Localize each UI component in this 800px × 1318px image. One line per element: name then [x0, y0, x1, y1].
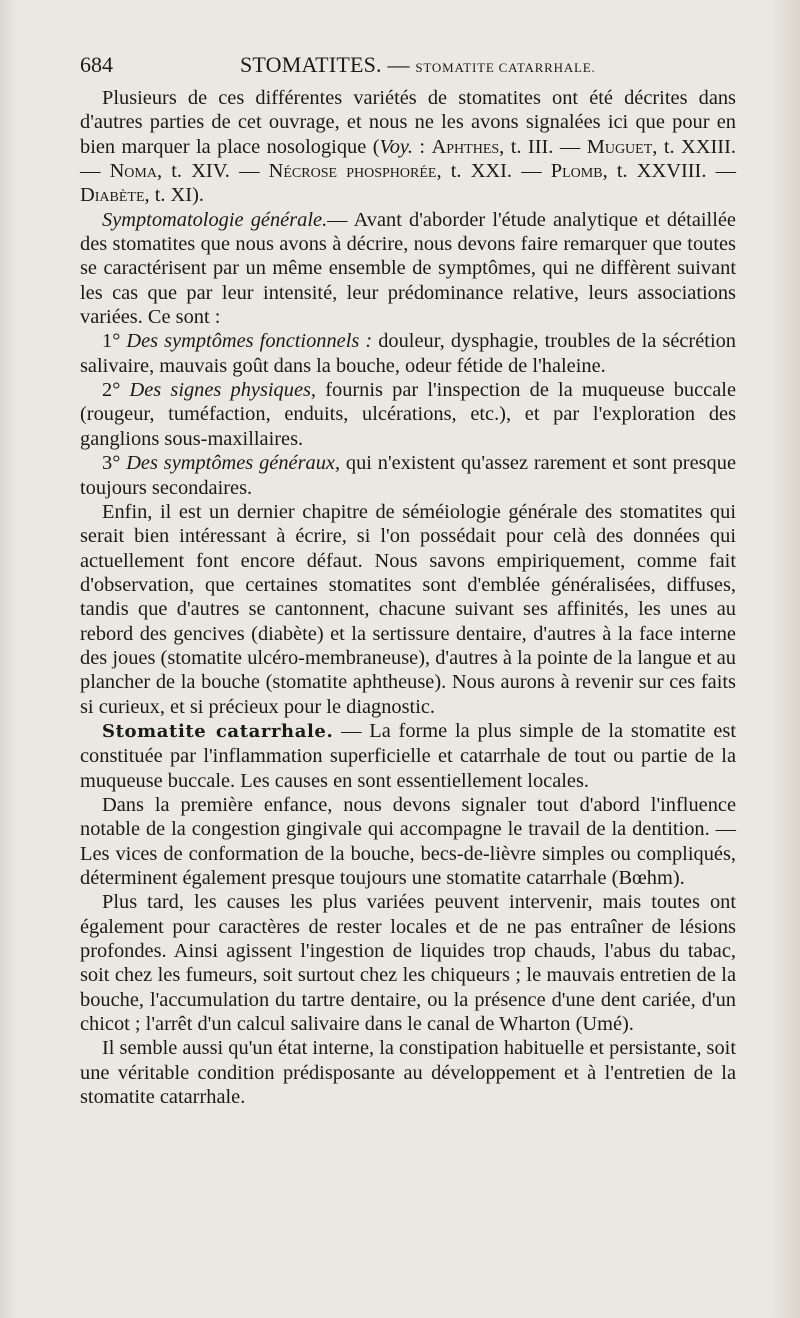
running-title-dash: —	[387, 52, 410, 77]
p1-text-h: , t. XI).	[144, 184, 204, 207]
ref-diabete: Diabète	[80, 184, 145, 207]
paragraph-varieties	[80, 86, 736, 208]
p1-text-b: :	[412, 135, 432, 158]
p4-text: fournis par l'inspection de la muqueuse buccale (rougeur, tuméfaction, enduits, ulcérations, etc.), et par l'exploration des ganglions sous-maxillaires.	[80, 379, 736, 450]
paragraph-premiere-enfance: Dans la première enfance, nous devons signaler tout d'abord l'influence notable de la congestion gingivale qui accompagne le travail de la dentition. — Les vices de conformation de la bouche, becs-de-lièvre simples ou compliqués, déterminent également presque toujours une stomatite catarrhale (Bœhm).	[80, 793, 736, 889]
heading-symptomatologie: Symptomatologie générale.	[102, 208, 328, 231]
p1-text-d: , t. XXIII. —	[80, 135, 736, 183]
heading-physiques: Des signes physiques,	[129, 379, 317, 402]
paragraph-symptomes-fonctionnels	[80, 329, 736, 378]
paragraph-symptomatologie	[80, 208, 736, 330]
p5-num: 3°	[102, 452, 127, 475]
ref-muguet: Muguet	[586, 135, 653, 158]
p5-text: qui n'existent qu'assez rarement et sont presque toujours secondaires.	[80, 452, 736, 499]
running-title-main: STOMATITES.	[240, 52, 382, 77]
p1-text-f: , t. XXI. —	[436, 160, 551, 183]
p1-text-c: , t. III. —	[499, 135, 587, 158]
running-title	[240, 52, 596, 78]
p4-num: 2°	[102, 379, 130, 402]
p1-text-g: , t. XXVIII. —	[602, 160, 736, 183]
body-text	[80, 86, 736, 1109]
heading-stomatite-catarrhale: Stomatite catarrhale.	[102, 720, 334, 742]
p1-text-a: Plusieurs de ces différentes variétés de stomatites ont été décrites dans d'autres parties de cet ouvrage, et nous ne les avons signalées ici que pour en bien marquer la place nosologique (	[80, 87, 736, 158]
paragraph-plus-tard: Plus tard, les causes les plus variées peuvent intervenir, mais toutes ont également pour caractères de rester locales et de ne pas entraîner de lésions profondes. Ainsi agissent l'ingestion de liquides trop chauds, l'abus du tabac, soit chez les fumeurs, soit surtout chez les chiqueurs ; le mauvais entretien de la bouche, l'accumulation du tartre dentaire, ou la présence d'une dent cariée, d'un chicot ; l'arrêt d'un calcul salivaire dans le canal de Wharton (Umé).	[80, 891, 736, 1036]
p3-text: douleur, dysphagie, troubles de la sécrétion salivaire, mauvais goût dans la bouche, odeur fétide de l'haleine.	[80, 330, 736, 377]
p3-num: 1°	[102, 330, 127, 353]
running-header	[80, 52, 736, 82]
paragraph-etat-interne: Il semble aussi qu'un état interne, la constipation habituelle et persistante, soit une véritable condition prédisposante au développement et à l'entretien de la stomatite catarrhale.	[80, 1037, 736, 1109]
paragraph-symptomes-generaux	[80, 451, 736, 500]
ref-plomb: Plomb	[550, 160, 603, 183]
running-title-sub: STOMATITE CATARRHALE.	[415, 60, 596, 75]
page-number: 684	[80, 52, 113, 77]
p2-text: — Avant d'aborder l'étude analytique et détaillée des stomatites que nous avons à décrire, nous devons faire remarquer que toutes se caractérisent par un même ensemble de symptômes, qui ne diffèrent suivant les cas que par leur intensité, leur prédominance relative, leurs associations variées. Ce sont :	[80, 208, 736, 329]
ref-necrose: Nécrose phosphorée	[268, 160, 437, 183]
p7-text: — La forme la plus simple de la stomatite est constituée par l'inflammation superficielle et catarrhale de tout ou partie de la muqueuse buccale. Les causes en sont essentiellement locales.	[80, 719, 736, 792]
heading-generaux: Des symptômes généraux,	[126, 452, 341, 475]
voy-ref: Voy.	[379, 135, 413, 158]
paragraph-signes-physiques	[80, 378, 736, 451]
paragraph-stomatite-catarrhale	[80, 719, 736, 793]
p1-text-e: , t. XIV. —	[156, 160, 269, 183]
ref-aphthes: Aphthes	[431, 135, 500, 158]
ref-noma: Noma	[109, 160, 157, 183]
heading-fonctionnels: Des symptômes fonctionnels :	[126, 330, 373, 353]
paragraph-semeiologie: Enfin, il est un dernier chapitre de séméiologie générale des stomatites qui serait bien intéressant à écrire, si l'on possédait pour celà des données qui actuellement font encore défaut. Nous savons empiriquement, comme fait d'observation, que certaines stomatites sont d'emblée généralisées, diffuses, tandis que d'autres se cantonnent, chacune suivant ses affinités, les unes au rebord des gencives (diabète) et la sertissure dentaire, d'autres à la face interne des joues (stomatite ulcéro-membraneuse), d'autres à la pointe de la langue et au plancher de la bouche (stomatite aphtheuse). Nous aurons à revenir sur ces faits si curieux, et si précieux pour le diagnostic.	[80, 500, 736, 718]
